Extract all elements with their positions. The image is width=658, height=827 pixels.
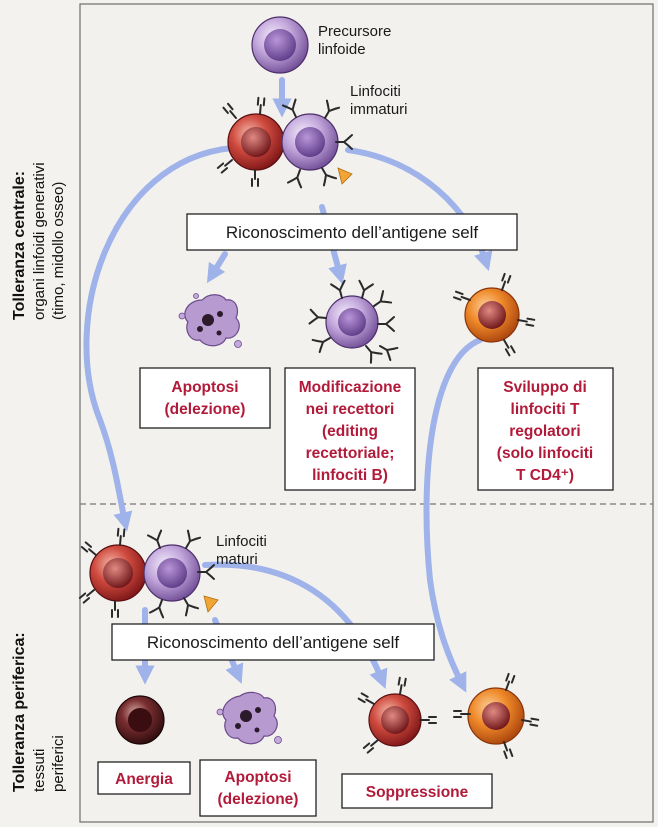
peripheral-subtitle-1: tessuti: [31, 748, 48, 792]
precursor-label-1: Precursore: [318, 23, 392, 40]
outcome-editing-line-4: recettoriale;: [305, 445, 395, 462]
outcome-apoptosis-line-2: (delezione): [164, 401, 246, 418]
outcome-regulatory-line-2: linfociti T: [510, 401, 580, 418]
central-subtitle-1: organi linfoidi generativi: [31, 162, 48, 320]
precursor-cell: [252, 17, 308, 73]
outcome-box-apoptosis: [140, 368, 270, 428]
outcome-regulatory-line-1: Sviluppo di: [503, 379, 587, 396]
anergic-cell: [116, 696, 164, 744]
outcome-peripheral-apoptosis-line-2: (delezione): [217, 791, 299, 808]
central-subtitle-2: (timo, midollo osseo): [50, 181, 67, 320]
outcome-regulatory-line-4: (solo linfociti: [496, 445, 594, 462]
outcome-suppression: Soppressione: [365, 784, 469, 801]
outcome-regulatory-line-3: regolatori: [509, 423, 581, 440]
outcome-anergy: Anergia: [115, 771, 173, 788]
peripheral-subtitle-2: periferici: [50, 735, 67, 792]
peripheral-title: Tolleranza periferica:: [11, 632, 28, 792]
outcome-regulatory-line-5: T CD4⁺): [515, 467, 575, 484]
central-side-label: [11, 162, 67, 320]
outcome-peripheral-apoptosis-line-1: Apoptosi: [224, 769, 292, 786]
central-title: Tolleranza centrale:: [11, 170, 28, 320]
mature-label-1: Linfociti: [216, 533, 267, 550]
mature-label-2: maturi: [216, 551, 258, 568]
outcome-apoptosis-line-1: Apoptosi: [171, 379, 239, 396]
outcome-editing-line-1: Modificazione: [298, 379, 402, 396]
precursor-label-2: linfoide: [318, 41, 366, 58]
immature-label-1: Linfociti: [350, 83, 401, 100]
immature-label-2: immaturi: [350, 101, 408, 118]
central-recognition-label: Riconoscimento dell’antigene self: [225, 223, 479, 242]
peripheral-side-label: [11, 632, 67, 792]
outcome-editing-line-2: nei recettori: [305, 401, 395, 418]
outcome-editing-line-5: linfociti B): [312, 467, 388, 484]
peripheral-recognition-label: Riconoscimento dell’antigene self: [146, 633, 400, 652]
outcome-editing-line-3: (editing: [322, 423, 378, 440]
